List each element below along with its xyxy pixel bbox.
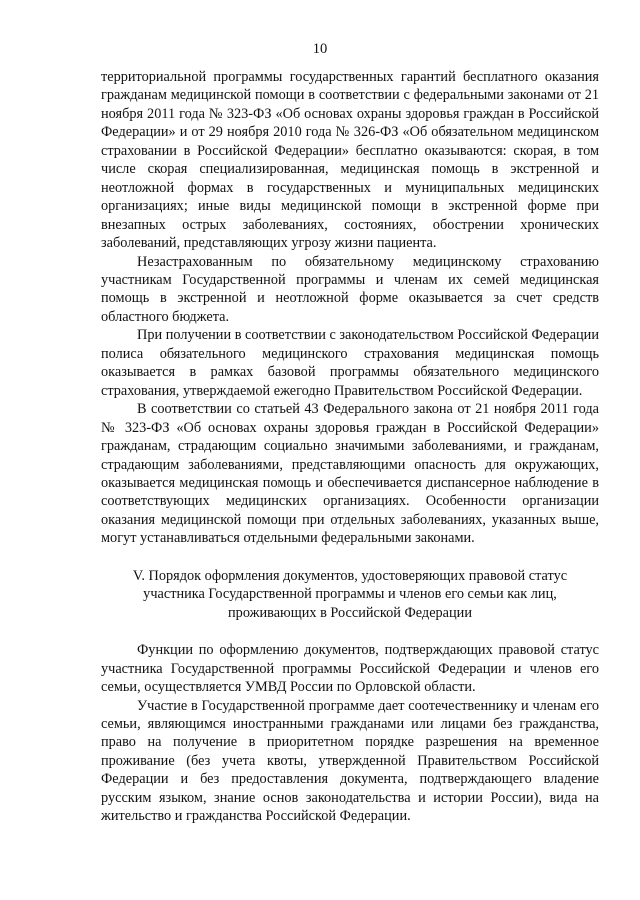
paragraph-article-43: В соответствии со статьей 43 Федерального закона от 21 ноября 2011 года № 323-ФЗ «Об основах охраны здоровья граждан в Российской Федерации» гражданам, страдающим социально значимыми заболеваниями, и гражданам, страдающим заболеваниями, представляющими опасность для окружающих, оказывается медицинская помощь и обеспечивается диспансерное наблюдение в соответствующих медицинских организациях. Особенности организации оказания медицинской помощи при отдельных заболеваниях, указанных выше, могут устанавливаться отдельными федеральными законами.: [101, 401, 599, 547]
paragraph-participation-rights: Участие в Государственной программе дает соотечественнику и членам его семьи, являющимся иностранными гражданами или лицами без гражданства, право на получение в приоритетном порядке разрешения на временное проживание (без учета квоты, утвержденной Правительством Российской Федерации и без предоставления документа, подтверждающего владение русским языком, знание основ законодательства и истории России), вида на жительство и гражданства Российской Федерации.: [101, 697, 599, 825]
paragraph-insurance-policy: При получении в соответствии с законодательством Российской Федерации полиса обязательного медицинского страхования медицинская помощь оказывается в рамках базовой программы обязательного медицинского страхования, утверждаемой ежегодно Правительством Российской Федерации.: [101, 327, 599, 399]
document-body: [101, 68, 599, 826]
section-heading-line-2: участника Государственной программы и членов его семьи как лиц,: [143, 586, 557, 603]
section-heading-line-1: V. Порядок оформления документов, удостоверяющих правовой статус: [132, 567, 568, 584]
paragraph-medical-care-free: территориальной программы государственных гарантий бесплатного оказания гражданам медицинской помощи в соответствии с федеральными законами от 21 ноября 2011 года № 323-ФЗ «Об основах охраны здоровья граждан в Российской Федерации» и от 29 ноября 2010 года № 326-ФЗ «Об обязательном медицинском страховании в Российской Федерации» бесплатно оказываются: скорая, в том числе скорая специализированная, медицинская помощь в экстренной и неотложной формах в государственных и муниципальных медицинских организациях; иные виды медицинской помощи в экстренной форме при внезапных острых заболеваниях, состояниях, обострении хронических заболеваний, представляющих угрозу жизни пациента.: [101, 69, 599, 252]
section-heading-line-3: проживающих в Российской Федерации: [228, 604, 472, 621]
paragraph-uninsured-participants: Незастрахованным по обязательному медицинскому страхованию участникам Государственной программы и членам их семей медицинская помощь в экстренной и неотложной форме оказывается за счет средств областного бюджета.: [101, 253, 599, 325]
section-heading: [101, 567, 599, 622]
paragraph-document-functions: Функции по оформлению документов, подтверждающих правовой статус участника Государственной программы Российской Федерации и членов его семьи, осуществляется УМВД России по Орловской области.: [101, 642, 599, 696]
page-number: 10: [312, 41, 328, 57]
